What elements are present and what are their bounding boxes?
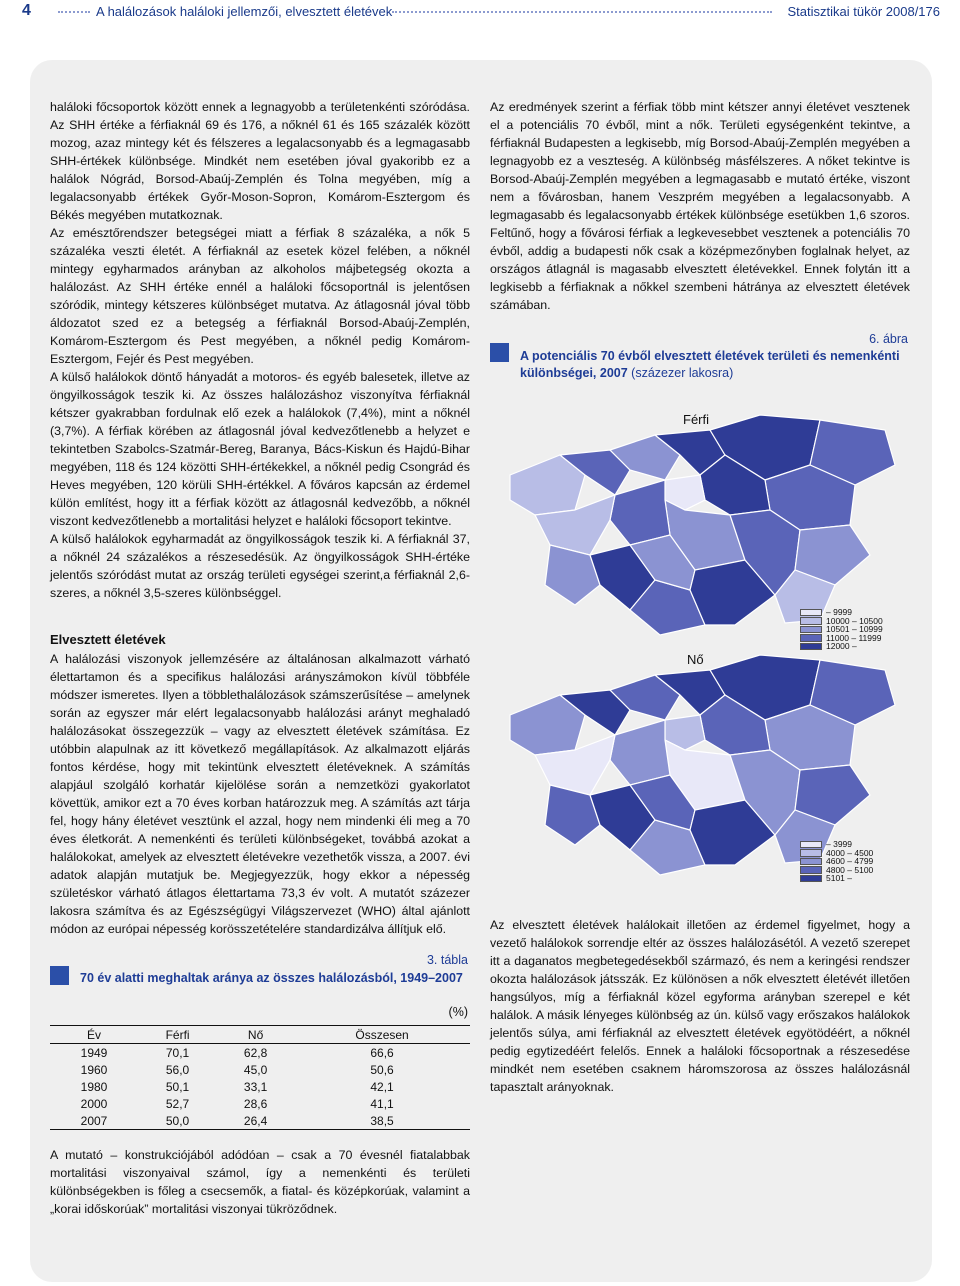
header-divider [58,11,90,13]
legend-label: 12000 – [826,641,857,651]
legend-label: 5101 – [826,873,852,883]
legend-swatch [800,617,822,625]
table-row [50,1078,470,1095]
left-body-text [50,98,470,602]
table-header-row [50,1026,470,1044]
legend-label: 4000 – 4500 [826,847,874,858]
table-cell: 41,1 [370,1096,394,1111]
table-cell: 38,5 [294,1112,470,1130]
male-map-label: Férfi [683,412,709,427]
table-title: 70 év alatti meghaltak aránya az összes halálozásból, 1949–2007 [80,971,463,985]
paragraph: A mutató – konstrukciójából adódóan – csak a 70 évesnél fiatalabbak mortalitási viszonyaival számol, így a nemenkénti és területi különbségekben is főleg a csecsemők, a fiatal- és középkorúak, valamint a „korai időskorúak” mortalitási viszonyai tükröződnek. [50,1148,470,1216]
section-body-text [50,650,470,938]
table-cell: 50,0 [138,1112,217,1130]
column-header: Férfi [138,1026,217,1044]
legend-label: 11000 – 11999 [826,632,882,643]
legend-label: – 3999 [826,839,852,849]
right-bottom-text [490,916,910,1096]
legend-swatch [800,841,822,849]
figure-marker-icon [490,343,509,362]
table-cell: 62,8 [243,1045,268,1060]
table-cell: 33,1 [243,1079,268,1094]
page-number: 4 [22,2,31,19]
table-cell: 26,4 [217,1112,294,1130]
female-map-label: Nő [687,652,704,667]
table-cell: 66,6 [370,1045,394,1060]
county-region [610,720,670,785]
table-cell: 52,7 [165,1096,190,1111]
paragraph: A külső halálokok egyharmadát az öngyilkosságok teszik ki. A férfiaknál 37, a nőknél 24 százalékos a részesedésük. Az öngyilkosságok SHH-értéke jelentős szóródást mutat az ország területi egységei szerint,a férfiaknál 2,6-szeres, a nőknél 3,5-szeres különbséggel. [50,532,470,600]
right-body-text [490,98,910,314]
legend-label: 4600 – 4799 [826,856,874,866]
table-cell: 45,0 [243,1062,268,1077]
paragraph: A halálozási viszonyok jellemzésére az általánosan alkalmazott várható élettartamon és a specifikus halálozási arányszámokon kívül többféle módszer ismeretes. Ilyen a többlethalálozások számszerűsítése – amelynek során az egyszer már elért legalacsonyabb halálozási arányt meghaladó halálozásokat összegezzük – vagy az elvesztett életévek számítása. Ez utóbbin alapulnak az itt következő megállapítások. Az alkalmazott eljárás fontos kérdése, hogy mit tekintünk elvesztett életéveknek. A számítás alapjául szolgáló korhatár kijelölése során a nemzetközi gyakorlatot követtük, amikor ezt a 70 éves korban határozzuk meg. A számítás azt tárja fel, hogy hány életévet vesztünk el azzal, hogy nem mindenki éli meg a 70 éves életkorát. A nemenkénti és területi különbségeket, továbbá azokat a halálokokat, amelyek az elvesztett életévekre vezethetők vissza, a 2007. évi adatok alapján mutatjuk be. Megjegyezzük, hogy ekkor a népesség születéskor várható átlagos élettartama 73,3 év volt. A mutatót százezer lakosra számítva és az Egészségügyi Világszervezet (WHO) által ajánlott módon az európai népesség korösszetételére standardizálva állítjuk elő. [50,652,470,936]
header-divider [392,11,772,13]
table-cell: 2007 [50,1112,138,1130]
legend-swatch [800,858,822,866]
page-header [0,0,960,24]
legend-label: 10501 – 10999 [826,624,883,634]
county-region [610,480,670,545]
paragraph: Az emésztőrendszer betegségei miatt a férfiak 8 százaléka, a nők 5 százaléka veszti életét. A férfiaknál az esetek közel felében, a nőknél mintegy egyharmados arányban az alkoholos májbetegség okozta a halálozást. Az SHH értéke ennél a haláloki főcsoportnál is jelentősen szóródik, mintegy kétszeres különbséget mutatva. Az átlagosnál jóval több áldozatot szed ez a betegség a férfiaknál Borsod-Abaúj-Zemplén, Komárom-Esztergom és Pest megyében, a nőknél pedig Komárom-Esztergom, Fejér és Pest megyében. [50,226,470,366]
table-row [50,1112,470,1130]
male-map [490,395,910,640]
table-cell: 56,0 [165,1062,190,1077]
legend-label: – 9999 [826,607,852,617]
legend-item [800,874,873,883]
table-row [50,1061,470,1078]
table-cell: 50,6 [370,1062,394,1077]
table-cell: 1960 [80,1062,108,1077]
column-header: Év [50,1026,138,1044]
table-unit: (%) [448,1005,468,1019]
table-cell: 28,6 [243,1096,268,1111]
bottom-body-text [50,1146,470,1218]
table-cell: 50,1 [165,1079,190,1094]
legend-swatch [800,866,822,874]
table-row [50,1095,470,1112]
paragraph: Az elvesztett életévek halálokait illetően az érdemel figyelmet, hogy a vezető halálokok sorrendje eltér az összes halálozásétól. A vezető szerepet itt a daganatos megbetegedésekből származó, és nem a keringési rendszer okozta halálozások játsszák. Ez különösen a nők elvesztett életévét illetően hangsúlyos, míg a férfiaknál közel egyforma arányban szerepel e két halálok. A másik lényeges különbség az ún. külső vagy erőszakos halálokok jelentős súlya, ami férfiaknál az elvesztett életévek egyötödéért, a nőknél pedig egytizedéért felelős. Ennek a haláloki főcsoportnak a részesedése mindkét nem esetében csaknem háromszorosa az összes halálozásnál tapasztalt arányoknak. [490,918,910,1094]
paragraph: Az eredmények szerint a férfiak több mint kétszer annyi életévet vesztenek el a potenciális 70 évből, mint a nők. Területi egységenként tekintve, a férfiaknál Budapesten a legkisebb, míg Borsod-Abaúj-Zemplén megyében a legnagyobb ez a veszteség. A különbség másfélszeres. A nőket tekintve is Borsod-Abaúj-Zemplén megyében a legmagasabb e mutató értéke, viszont nem a fővárosban, hanem Veszprém megyében a legalacsonyabb. A legmagasabb és legalacsonyabb értékek különbsége esetükben 1,6 szoros. Feltűnő, hogy a fővárosi férfiak a legkevesebbet vesztenek a potenciális 70 évből, addig a budapesti nők csak a középmezőnyben foglalnak helyet, az országos átlagnál is magasabb elvesztett életévekkel. Ennek folytán itt a legkisebb a férfiaknak a nőkkel szembeni hátránya az elvesztett életévek számában. [490,100,910,312]
table-cell: 1949 [80,1045,108,1060]
legend-swatch [800,875,822,883]
publication-title: Statisztikai tükör 2008/176 [787,4,940,19]
figure-title [520,348,910,382]
paragraph: A külső halálokok döntő hányadát a motoros- és egyéb balesetek, illetve az öngyilkosságok teszik ki. Az összes halálozáshoz viszonyítva férfiaknál kétszer gyakrabban fordulnak elő ezek a halálokok (7,4%), mint a nőknél (3,7%). A férfiak körében az átlagosnál jóval kedvezőtlenebb a helyzet e tekintetben Szabolcs-Szatmár-Bereg, Baranya, Bács-Kiskun és Hajdú-Bihar megyében, 118 és 124 közötti SHH-értékekkel, a nőknél pedig Csongrád és Heves megyében, 120 körüli SHH-értékkel. A főváros kapcsán az érdemel külön említést, hogy itt a férfiak között az átlagosnál kedvezőbb, a nőknél viszont kedvezőtlenebb a mortalitási helyzet e haláloki főcsoport tekintve. [50,370,470,528]
table-cell: 42,1 [370,1079,394,1094]
paragraph: haláloki főcsoportok között ennek a legnagyobb a területenkénti szóródása. Az SHH értéke a férfiaknál 69 és 176, a nőknél 61 és 165 százalék között mozog, azaz mintegy két és félszeres a legalacsonyabb és a legmagasabb SHH-értékek különbsége. Mindkét nem esetében jóval gyakoribb ez a halálok Nógrád, Borsod-Abaúj-Zemplén és Tolna megyében, míg a legalacsonyabb értékek Győr-Moson-Sopron, Komárom-Esztergom és Békés megyében mutatkoznak. [50,100,470,222]
table-cell: 70,1 [165,1045,190,1060]
column-header: Nő [217,1026,294,1044]
female-legend [800,840,873,883]
table-number: 3. tábla [426,953,468,967]
legend-label: 10000 – 10500 [826,615,883,626]
legend-swatch [800,849,822,857]
legend-label: 4800 – 5100 [826,864,874,875]
data-table [50,1025,470,1130]
legend-swatch [800,626,822,634]
table-row [50,1044,470,1062]
table-cell: 1980 [80,1079,108,1094]
figure-number: 6. ábra [869,332,908,346]
table-cell: 2000 [80,1096,108,1111]
section-heading: Elvesztett életévek [50,632,166,647]
running-title: A halálozások haláloki jellemzői, elvesztett életévek [96,4,393,19]
legend-swatch [800,609,822,617]
column-header: Összesen [294,1026,470,1044]
table-marker-icon [50,966,69,985]
figure-subtitle: (százezer lakosra) [631,366,734,380]
figure-title-text: A potenciális 70 évből elvesztett életévek területi és nemenkénti különbségei, 2007 [520,349,900,380]
